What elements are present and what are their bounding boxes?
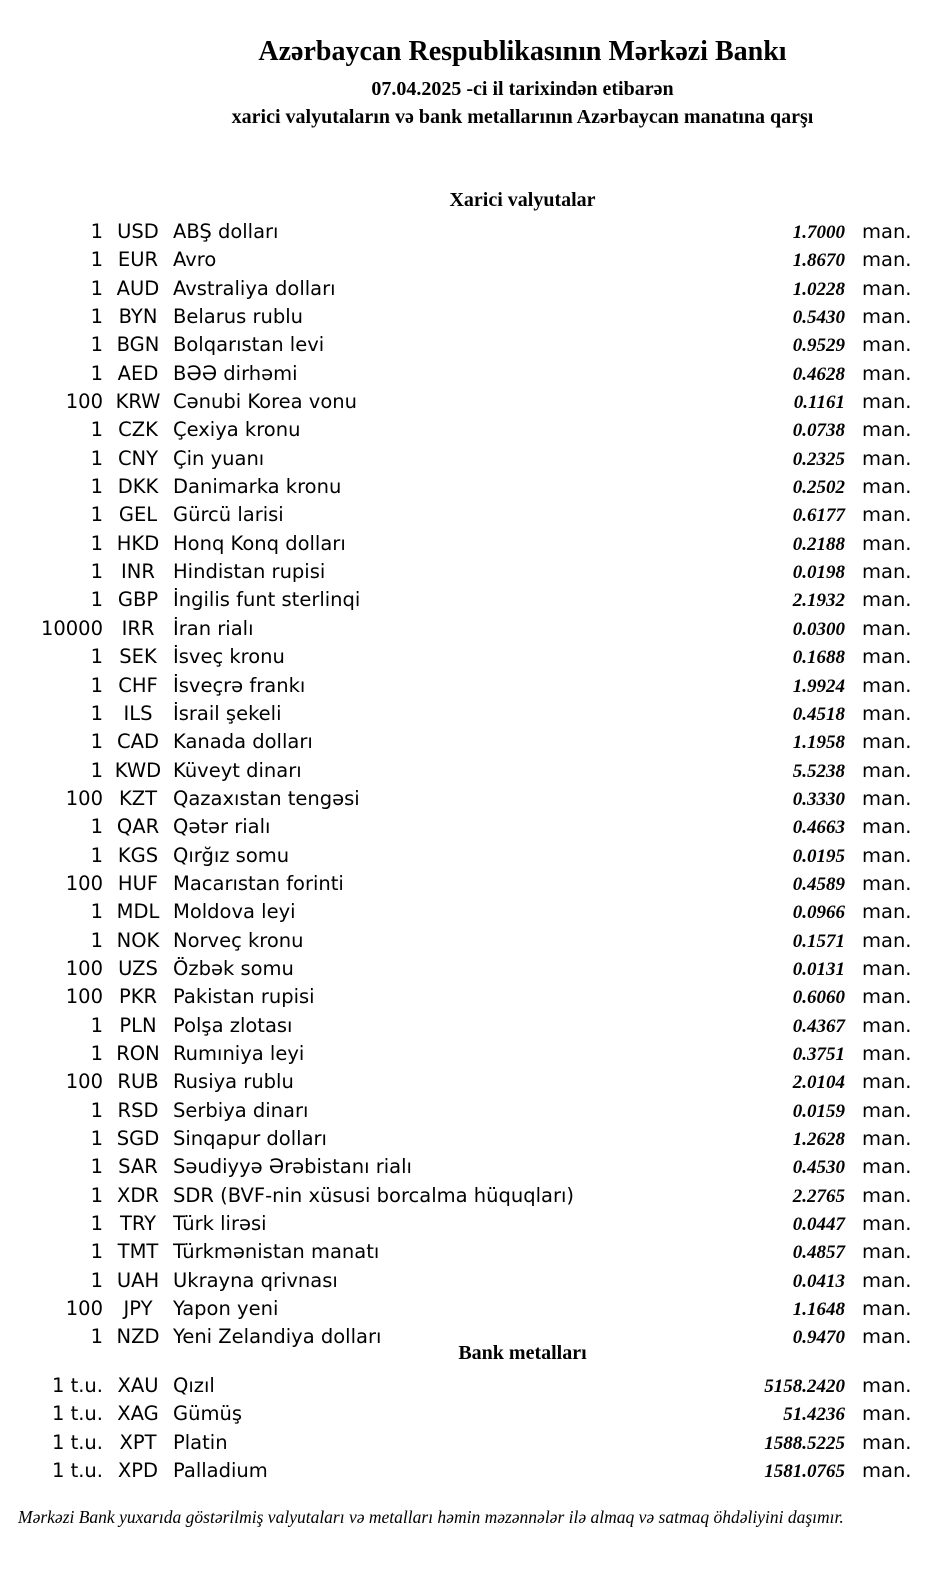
currency-code: RSD <box>117 1098 159 1122</box>
currency-quantity: 100 <box>65 786 103 810</box>
manat-unit-label: man. <box>862 1041 912 1065</box>
currency-name: SDR (BVF-nin xüsusi borcalma hüquqları) <box>173 1183 575 1207</box>
currency-rate: 0.0300 <box>792 618 845 640</box>
metal-name: Platin <box>173 1430 228 1454</box>
metal-quantity: 1 t.u. <box>51 1430 103 1454</box>
currency-code: SGD <box>116 1127 160 1150</box>
currency-code: RON <box>116 1041 160 1065</box>
currency-code: SAR <box>118 1155 158 1179</box>
metal-rate: 51.4236 <box>783 1404 845 1426</box>
currency-rate: 1.1648 <box>792 1299 845 1321</box>
currency-row <box>0 1238 945 1266</box>
currency-row <box>0 870 945 898</box>
currency-code: KGS <box>117 843 159 867</box>
manat-unit-label: man. <box>862 276 912 300</box>
currency-rate: 2.1932 <box>792 590 845 612</box>
metal-row <box>0 1457 945 1485</box>
manat-unit-label: man. <box>862 531 912 555</box>
currency-quantity: 1 <box>90 730 103 754</box>
currency-name: İsveç kronu <box>173 645 285 669</box>
bank-name-title: Azərbaycan Respublikasının Mərkəzi Bankı <box>258 36 787 67</box>
currency-quantity: 1 <box>90 1013 103 1037</box>
currency-name: Pakistan rupisi <box>173 985 315 1009</box>
currency-rate: 0.9470 <box>792 1327 845 1349</box>
currency-code: AED <box>117 361 159 385</box>
currency-name: Norveç kronu <box>173 928 304 952</box>
currency-row <box>0 1097 945 1125</box>
metal-row <box>0 1372 945 1400</box>
currency-name: Belarus rublu <box>173 305 304 329</box>
currency-row <box>0 672 945 700</box>
manat-unit-label: man. <box>862 333 912 357</box>
currency-row <box>0 1153 945 1181</box>
currency-quantity: 1 <box>90 758 103 782</box>
currency-quantity: 1 <box>90 928 103 952</box>
currency-name: Küveyt dinarı <box>173 758 302 782</box>
currency-quantity: 1 <box>90 361 103 385</box>
currency-quantity: 1 <box>90 815 103 839</box>
currency-code: KZT <box>118 786 158 810</box>
currency-rate: 1.1958 <box>792 732 845 754</box>
currency-rate: 1.9924 <box>792 675 845 697</box>
foreign-currencies-table <box>0 218 945 1352</box>
manat-unit-label: man. <box>862 758 912 782</box>
currency-code: XDR <box>117 1183 159 1207</box>
currency-quantity: 1 <box>90 475 103 499</box>
manat-unit-label: man. <box>862 1297 912 1321</box>
currency-quantity: 1 <box>90 1268 103 1292</box>
currency-code: UAH <box>116 1268 160 1292</box>
currency-name: Honq Konq dolları <box>173 531 346 555</box>
manat-unit-label: man. <box>862 900 912 924</box>
currency-code: KRW <box>115 390 161 414</box>
currency-rate: 1.7000 <box>792 222 845 243</box>
currency-name: Qırğız somu <box>173 843 290 867</box>
currency-row <box>0 303 945 331</box>
currency-code: CZK <box>118 418 158 442</box>
currency-row <box>0 927 945 955</box>
currency-name: Gürcü larisi <box>173 503 284 527</box>
currency-name: Çexiya kronu <box>173 418 301 442</box>
manat-unit-label: man. <box>862 1098 912 1122</box>
currency-row <box>0 586 945 614</box>
currency-code: TMT <box>117 1240 159 1264</box>
currency-rate: 0.2188 <box>792 533 845 555</box>
currency-quantity: 1 <box>90 503 103 527</box>
currency-name: Serbiya dinarı <box>173 1098 309 1122</box>
currency-name: Danimarka kronu <box>173 475 342 499</box>
currency-rate: 0.9529 <box>792 335 845 357</box>
currency-name: Moldova leyi <box>173 900 296 924</box>
manat-unit-label: man. <box>862 786 912 810</box>
currency-code: NZD <box>116 1325 160 1349</box>
manat-unit-label: man. <box>862 1212 912 1236</box>
currency-code: CAD <box>117 730 159 754</box>
currency-row <box>0 246 945 274</box>
currency-rate: 0.2502 <box>792 477 845 499</box>
currency-code: MDL <box>116 900 160 924</box>
currency-name: Çin yuanı <box>173 446 265 470</box>
currency-rate: 0.1571 <box>792 930 845 952</box>
currency-name: İsrail şekeli <box>173 701 282 725</box>
currency-name: ABŞ dolları <box>173 220 279 243</box>
metal-name: Qızıl <box>173 1374 215 1397</box>
currency-row <box>0 983 945 1011</box>
currency-row <box>0 1012 945 1040</box>
currency-rate: 0.0131 <box>792 958 845 980</box>
currency-row <box>0 1125 945 1153</box>
currency-name: Qazaxıstan tengəsi <box>173 786 360 810</box>
disclaimer-text: Mərkəzi Bank yuxarıda göstərilmiş valyutaları və metalları həmin məzənnələr ilə almaq və satmaq öhdəliyini daşımır. <box>18 1507 844 1527</box>
foreign-currencies-section-title: Xarici valyutalar <box>449 189 596 211</box>
manat-unit-label: man. <box>862 1374 912 1397</box>
currency-rate: 0.4589 <box>792 873 845 895</box>
currency-rate: 2.2765 <box>792 1185 845 1207</box>
currency-rate: 0.0966 <box>792 902 845 924</box>
currency-row <box>0 898 945 926</box>
currency-code: DKK <box>117 475 159 499</box>
currency-rate: 0.1161 <box>793 392 845 414</box>
currency-rate: 0.0198 <box>792 562 845 584</box>
currency-name: Qətər rialı <box>173 815 271 839</box>
currency-rate: 0.2325 <box>792 448 845 470</box>
manat-unit-label: man. <box>862 446 912 470</box>
currency-quantity: 100 <box>65 1297 103 1321</box>
currency-quantity: 1 <box>90 673 103 697</box>
manat-unit-label: man. <box>862 560 912 584</box>
manat-unit-label: man. <box>862 1013 912 1037</box>
currency-rate: 1.2628 <box>792 1129 845 1150</box>
currency-quantity: 1 <box>90 1155 103 1179</box>
currency-name: İran rialı <box>173 616 254 640</box>
currency-code: NOK <box>116 928 160 952</box>
currency-name: Hindistan rupisi <box>173 560 326 584</box>
metal-code: XAG <box>117 1402 159 1426</box>
currency-rate: 5.5238 <box>792 760 845 782</box>
manat-unit-label: man. <box>862 503 912 527</box>
currency-row <box>0 1040 945 1068</box>
currency-quantity: 10000 <box>40 616 103 640</box>
currency-row <box>0 388 945 416</box>
currency-rate: 0.3330 <box>792 788 845 810</box>
currency-rate: 0.0738 <box>792 420 845 442</box>
metal-row <box>0 1429 945 1457</box>
currency-rate: 0.5430 <box>792 307 845 329</box>
currency-code: IRR <box>121 616 155 640</box>
bank-metals-table <box>0 1372 945 1485</box>
currency-code: GBP <box>117 588 159 612</box>
metal-quantity: 1 t.u. <box>51 1402 103 1426</box>
currency-rate: 0.4663 <box>792 817 845 839</box>
currency-name: Rusiya rublu <box>173 1070 294 1094</box>
currency-quantity: 100 <box>65 1070 103 1094</box>
currency-code: QAR <box>116 815 160 839</box>
currency-name: Cənubi Korea vonu <box>173 390 357 414</box>
currency-rate: 0.0159 <box>792 1100 845 1122</box>
currency-quantity: 100 <box>65 390 103 414</box>
currency-code: HKD <box>116 531 160 555</box>
currency-row <box>0 842 945 870</box>
currency-row <box>0 1182 945 1210</box>
currency-row <box>0 558 945 586</box>
currency-row <box>0 445 945 473</box>
currency-code: SEK <box>119 645 157 669</box>
currency-name: Kanada dolları <box>173 730 313 754</box>
currency-row <box>0 728 945 756</box>
currency-quantity: 1 <box>90 843 103 867</box>
currency-quantity: 1 <box>90 1098 103 1122</box>
manat-unit-label: man. <box>862 843 912 867</box>
metal-code: XPD <box>117 1459 159 1483</box>
currency-code: PKR <box>118 985 158 1009</box>
currency-quantity: 1 <box>90 333 103 357</box>
currency-name: Türk lirəsi <box>173 1212 267 1236</box>
manat-unit-label: man. <box>862 730 912 754</box>
currency-code: UZS <box>118 956 158 980</box>
currency-code: AUD <box>116 276 160 300</box>
currency-row <box>0 757 945 785</box>
currency-row <box>0 1267 945 1295</box>
manat-unit-label: man. <box>862 418 912 442</box>
currency-name: İsveçrə frankı <box>173 673 306 697</box>
currency-rate: 1.0228 <box>792 278 845 300</box>
currency-code: CNY <box>117 446 159 470</box>
currency-quantity: 1 <box>90 305 103 329</box>
currency-code: EUR <box>117 248 159 272</box>
currency-name: Ukrayna qrivnası <box>173 1268 338 1292</box>
currency-rate: 0.0447 <box>792 1214 845 1236</box>
currency-rate: 0.4857 <box>792 1242 845 1264</box>
currency-rate: 0.4367 <box>792 1015 845 1037</box>
currency-name: Səudiyyə Ərəbistanı rialı <box>173 1155 412 1179</box>
metal-code: XPT <box>119 1430 157 1454</box>
currency-row <box>0 530 945 558</box>
currency-code: CHF <box>118 673 158 697</box>
metal-code: XAU <box>117 1374 159 1397</box>
metal-rate: 5158.2420 <box>764 1376 845 1397</box>
metal-name: Palladium <box>173 1459 268 1483</box>
manat-unit-label: man. <box>862 871 912 895</box>
manat-unit-label: man. <box>862 616 912 640</box>
currency-quantity: 1 <box>90 645 103 669</box>
manat-unit-label: man. <box>862 390 912 414</box>
currency-rate: 0.1688 <box>792 647 845 669</box>
currency-row <box>0 331 945 359</box>
bank-metals-section-title: Bank metalları <box>458 1342 587 1364</box>
currency-quantity: 1 <box>90 531 103 555</box>
currency-row <box>0 218 945 246</box>
currency-name: Türkmənistan manatı <box>173 1240 380 1264</box>
currency-name: Macarıstan forinti <box>173 871 344 895</box>
currency-quantity: 1 <box>90 248 103 272</box>
currency-quantity: 1 <box>90 1240 103 1264</box>
currency-row <box>0 785 945 813</box>
currency-quantity: 1 <box>90 1212 103 1236</box>
manat-unit-label: man. <box>862 1240 912 1264</box>
manat-unit-label: man. <box>862 1070 912 1094</box>
currency-code: ILS <box>123 701 153 725</box>
currency-quantity: 1 <box>90 446 103 470</box>
metal-row <box>0 1400 945 1428</box>
subject-line: xarici valyutaların və bank metallarının Azərbaycan manatına qarşı <box>231 106 814 128</box>
manat-unit-label: man. <box>862 985 912 1009</box>
manat-unit-label: man. <box>862 1402 912 1426</box>
currency-name: Avstraliya dolları <box>173 276 336 300</box>
currency-rate: 0.4518 <box>792 703 845 725</box>
currency-row <box>0 1210 945 1238</box>
currency-row <box>0 1068 945 1096</box>
manat-unit-label: man. <box>862 701 912 725</box>
currency-name: İngilis funt sterlinqi <box>173 588 361 612</box>
currency-code: RUB <box>117 1070 159 1094</box>
manat-unit-label: man. <box>862 1183 912 1207</box>
currency-row <box>0 416 945 444</box>
currency-quantity: 1 <box>90 1127 103 1150</box>
currency-quantity: 1 <box>90 588 103 612</box>
metal-quantity: 1 t.u. <box>51 1459 103 1483</box>
currency-name: Sinqapur dolları <box>173 1127 327 1150</box>
currency-code: KWD <box>114 758 162 782</box>
currency-rate: 1.8670 <box>792 250 845 272</box>
manat-unit-label: man. <box>862 815 912 839</box>
manat-unit-label: man. <box>862 588 912 612</box>
currency-row <box>0 813 945 841</box>
currency-quantity: 1 <box>90 900 103 924</box>
manat-unit-label: man. <box>862 305 912 329</box>
currency-quantity: 1 <box>90 418 103 442</box>
currency-code: USD <box>117 220 159 243</box>
metal-rate: 1581.0765 <box>764 1461 845 1483</box>
manat-unit-label: man. <box>862 673 912 697</box>
currency-row <box>0 473 945 501</box>
currency-name: Polşa zlotası <box>173 1013 293 1037</box>
currency-code: PLN <box>119 1013 157 1037</box>
currency-quantity: 1 <box>90 560 103 584</box>
currency-name: Özbək somu <box>173 956 294 980</box>
manat-unit-label: man. <box>862 1155 912 1179</box>
currency-row <box>0 501 945 529</box>
manat-unit-label: man. <box>862 928 912 952</box>
currency-rate: 0.6060 <box>792 987 845 1009</box>
currency-quantity: 1 <box>90 701 103 725</box>
currency-code: JPY <box>123 1297 153 1321</box>
currency-rate: 0.4628 <box>792 363 845 385</box>
manat-unit-label: man. <box>862 1325 912 1349</box>
currency-quantity: 1 <box>90 276 103 300</box>
manat-unit-label: man. <box>862 645 912 669</box>
currency-quantity: 1 <box>90 1041 103 1065</box>
currency-quantity: 100 <box>65 871 103 895</box>
currency-rate: 0.3751 <box>792 1043 845 1065</box>
currency-row <box>0 643 945 671</box>
currency-quantity: 100 <box>65 956 103 980</box>
manat-unit-label: man. <box>862 220 912 243</box>
effective-date-line: 07.04.2025 -ci il tarixindən etibarən <box>371 78 674 100</box>
metal-rate: 1588.5225 <box>764 1432 845 1454</box>
currency-row <box>0 1295 945 1323</box>
currency-rate: 0.6177 <box>792 505 845 527</box>
currency-name: Bolqarıstan levi <box>173 333 325 357</box>
currency-rate: 2.0104 <box>792 1072 845 1094</box>
currency-quantity: 1 <box>90 1325 103 1349</box>
currency-rate: 0.4530 <box>792 1157 845 1179</box>
currency-name: Yeni Zelandiya dolları <box>173 1325 382 1349</box>
metal-quantity: 1 t.u. <box>51 1374 103 1397</box>
currency-row <box>0 700 945 728</box>
currency-row <box>0 275 945 303</box>
currency-code: GEL <box>118 503 158 527</box>
currency-code: BYN <box>118 305 158 329</box>
currency-name: Rumıniya leyi <box>173 1041 305 1065</box>
manat-unit-label: man. <box>862 956 912 980</box>
currency-code: BGN <box>116 333 160 357</box>
metal-name: Gümüş <box>173 1402 242 1426</box>
manat-unit-label: man. <box>862 248 912 272</box>
manat-unit-label: man. <box>862 1459 912 1483</box>
currency-name: Yapon yeni <box>173 1297 279 1321</box>
currency-quantity: 100 <box>65 985 103 1009</box>
currency-rate: 0.0195 <box>792 845 845 867</box>
manat-unit-label: man. <box>862 1430 912 1454</box>
currency-quantity: 1 <box>90 1183 103 1207</box>
currency-code: HUF <box>117 871 159 895</box>
currency-row <box>0 955 945 983</box>
manat-unit-label: man. <box>862 1268 912 1292</box>
currency-row <box>0 360 945 388</box>
currency-rate: 0.0413 <box>792 1270 845 1292</box>
currency-code: TRY <box>119 1212 157 1236</box>
manat-unit-label: man. <box>862 475 912 499</box>
currency-row <box>0 615 945 643</box>
manat-unit-label: man. <box>862 1127 912 1150</box>
currency-code: INR <box>121 560 155 584</box>
manat-unit-label: man. <box>862 361 912 385</box>
currency-name: BƏƏ dirhəmi <box>173 361 298 385</box>
currency-name: Avro <box>173 248 217 272</box>
currency-quantity: 1 <box>90 220 103 243</box>
